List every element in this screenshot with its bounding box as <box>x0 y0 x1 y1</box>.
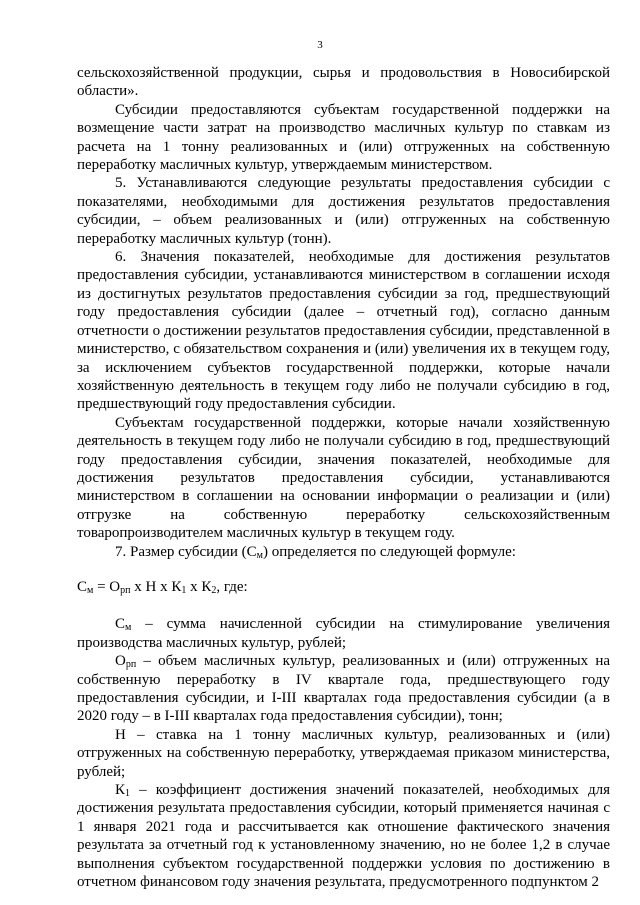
definition-n: Н – ставка на 1 тонну масличных культур, реализованных и (или) отгруженных на собственную переработку, утверждаемая приказом министерства, рублей; <box>77 726 610 780</box>
definition-cm: $С_м$ – сумма начисленной субсидии на стимулирование увеличения производства масличных культур, рублей; <box>77 616 610 651</box>
paragraph-subsidy-purpose: Субсидии предоставляются субъектам государственной поддержки на возмещение части затрат на производство масличных культур по ставкам из расчета на 1 тонну реализованных и (или) отгруженных на собственную переработку масличных культур, утверждаемым министерством. <box>77 101 610 174</box>
paragraph-new-subjects: Субъектам государственной поддержки, которые начали хозяйственную деятельность в текущем году либо не получали субсидию в год, предшествующий году предоставления субсидии, значения показателей, необходимые для достижения результатов предоставления субсидии, устанавливаются министерством в соглашении на основании информации о реализации и (или) отгрузке на собственную переработку сельскохозяйственным товаропроизводителем масличных культур в текущем году. <box>77 414 610 542</box>
paragraph-7-size: 7. Размер субсидии $(С_м)$ определяется по следующей формуле: <box>115 543 516 561</box>
definition-orp: $О_{рп}$ – объем масличных культур, реализованных и (или) отгруженных на собственную переработку в IV квартале года, предшествующего году предоставления субсидии, и I-III кварталах года предоставления субсидии (а в 2020 году – в I-III кварталах года предоставления субсидии), тонн; <box>77 653 610 725</box>
definition-k1: $К_1$ – коэффициент достижения значений показателей, необходимых для достижения результата предоставления субсидии, который применяется начиная с 1 января 2021 года и рассчитывается как отношение фактического значения результата за отчетный год к установленному значению, но не более 1,2 в случае выполнения субъектом государственной поддержки условия по достижению в отчетном финансовом году значения результата, предусмотренного подпунктом 2 <box>77 782 610 891</box>
page-number: 3 <box>317 39 323 51</box>
subsidy-formula: $С_м = О_{рп}$ х Н х $К_1$ х $К_2$, где: <box>77 578 248 596</box>
paragraph-5-results: 5. Устанавливаются следующие результаты предоставления субсидии с показателями, необходимыми для достижения результатов предоставления субсидии, – объем реализованных и (или) отгруженных на собственную переработку масличных культур (тонн). <box>77 175 610 247</box>
paragraph-6-indicators: 6. Значения показателей, необходимые для достижения результатов предоставления субсидии, устанавливаются министерством в соглашении исходя из достигнутых результатов предоставления субсидии за год, предшествующий году предоставления субсидии (далее – отчетный год), согласно данным отчетности о достижении результатов предоставления субсидии, представленной в министерство, с обязательством сохранения и (или) увеличения их в текущем году, за исключением субъектов государственной поддержки, которые начали хозяйственную деятельность в текущем году либо не получали субсидию в год, предшествующий году предоставления субсидии. <box>77 249 610 413</box>
document-body <box>77 64 610 891</box>
paragraph-continuation: сельскохозяйственной продукции, сырья и продовольствия в Новосибирской области». <box>77 65 610 100</box>
